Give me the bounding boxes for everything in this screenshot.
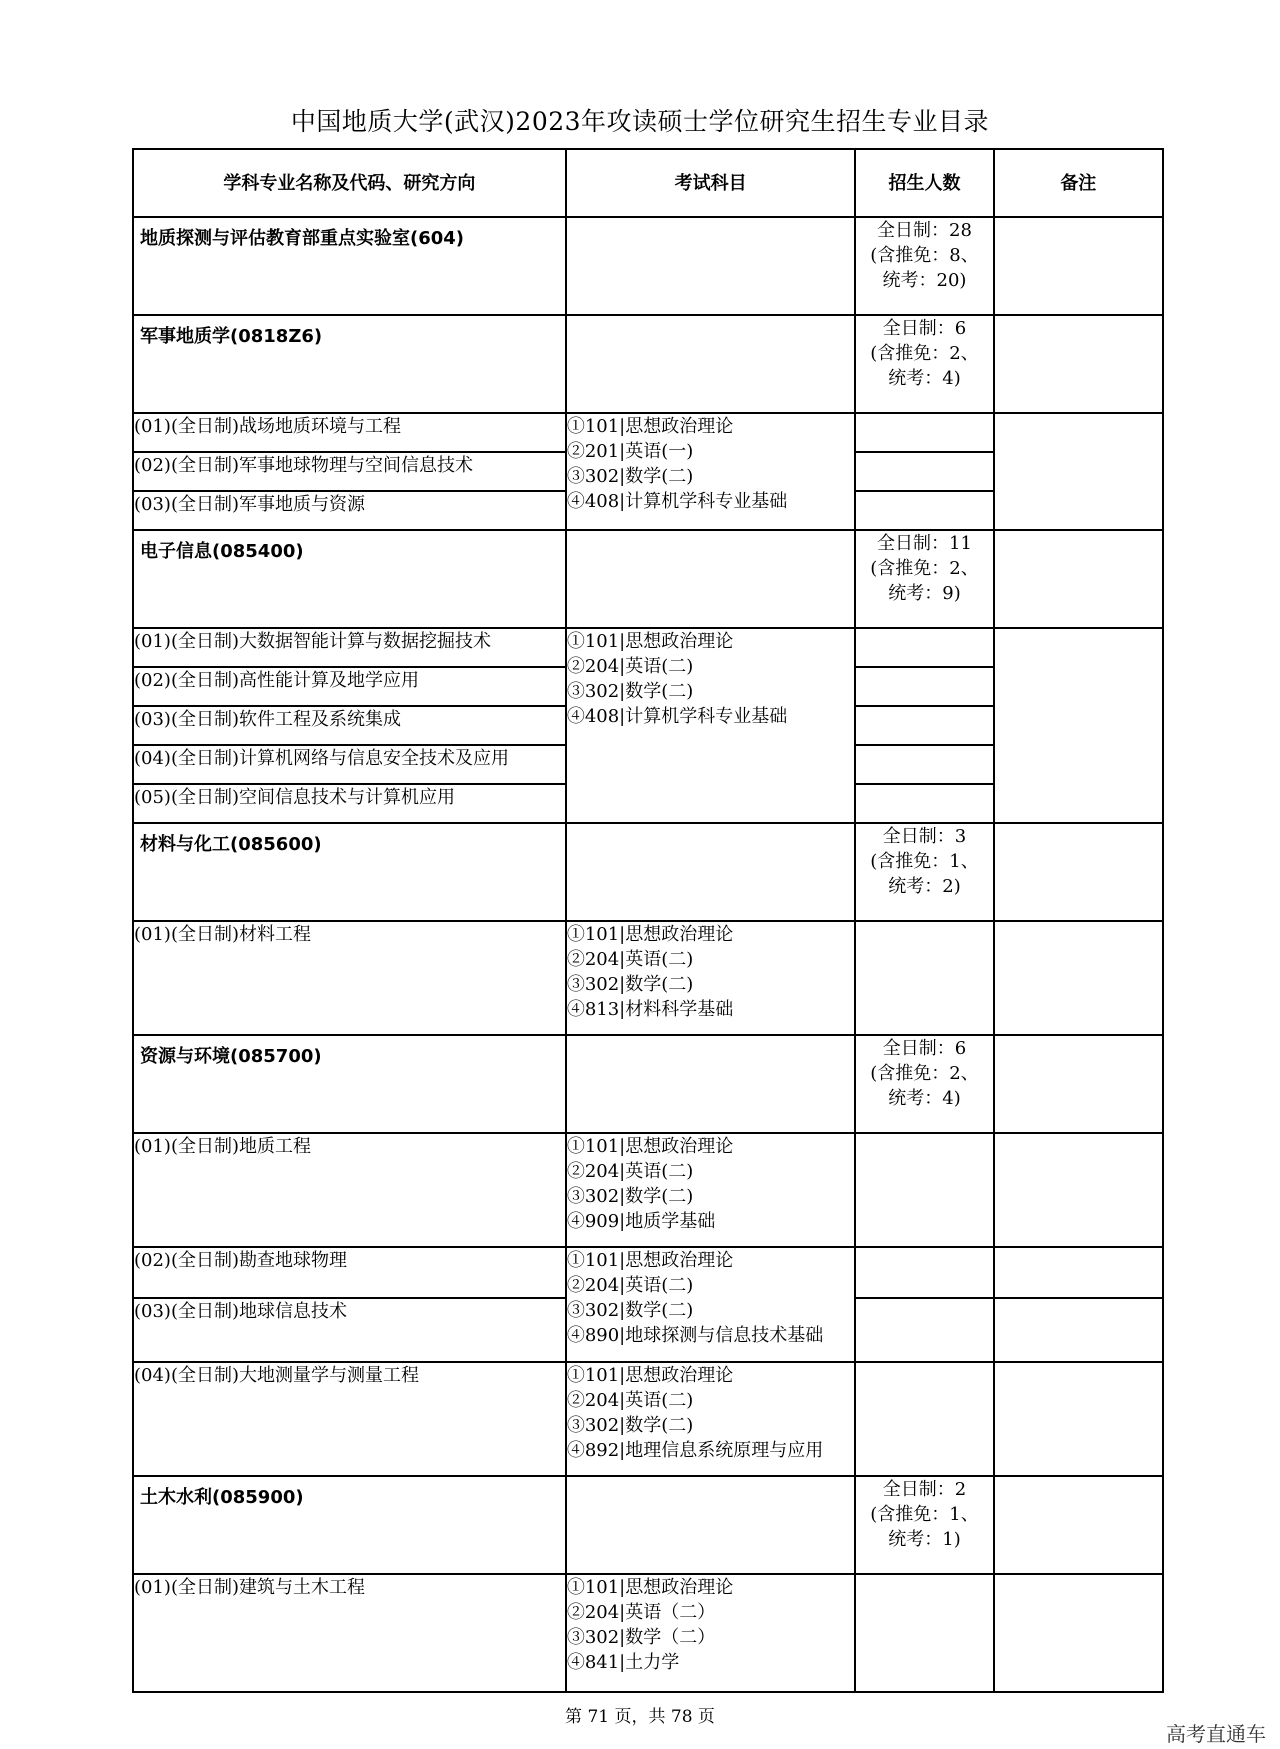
exam-cell: [566, 628, 856, 823]
quota-cell: [855, 1035, 993, 1133]
quota-cell: [855, 1298, 993, 1362]
exam-subject: ④408|计算机学科专业基础: [566, 491, 788, 512]
remarks-cell: [994, 921, 1163, 1035]
exam-subject: ②201|英语(一): [566, 441, 694, 462]
quota-cell: [855, 823, 993, 921]
header-row: [133, 149, 1163, 217]
quota-cell: [855, 491, 993, 530]
direction-name: (03)(全日制)军事地质与资源: [133, 491, 566, 530]
remarks-cell: [994, 1574, 1163, 1692]
quota-line: 全日制：11: [877, 533, 972, 554]
quota-line: 全日制：3: [882, 826, 967, 847]
exam-cell: [566, 1247, 856, 1362]
direction-name: (02)(全日制)军事地球物理与空间信息技术: [133, 452, 566, 491]
page-title: 中国地质大学(武汉)2023年攻读硕士学位研究生招生专业目录: [290, 107, 990, 136]
exam-subject: ①101|思想政治理论: [566, 1365, 734, 1386]
remarks-cell: [994, 628, 1163, 823]
remarks-cell: [994, 217, 1163, 315]
exam-cell: [566, 315, 856, 413]
major-row: [133, 530, 1163, 628]
quota-cell: [855, 530, 993, 628]
exam-cell: [566, 217, 856, 315]
exam-subject: ①101|思想政治理论: [566, 416, 734, 437]
direction-name: (05)(全日制)空间信息技术与计算机应用: [133, 784, 566, 823]
quota-line: 全日制：2: [882, 1479, 967, 1500]
exam-cell: [566, 1362, 856, 1476]
direction-row: [133, 1133, 1163, 1247]
direction-name: (01)(全日制)材料工程: [133, 921, 566, 1035]
remarks-cell: [994, 1133, 1163, 1247]
quota-cell: [855, 1362, 993, 1476]
remarks-cell: [994, 1035, 1163, 1133]
exam-subject: ②204|英语(二): [566, 949, 694, 970]
direction-row: [133, 628, 1163, 667]
remarks-cell: [994, 823, 1163, 921]
header-quota: 招生人数: [855, 149, 993, 217]
quota-line: 统考：4): [888, 1088, 961, 1109]
exam-subject: ③302|数学(二): [566, 1300, 694, 1321]
quota-cell: [855, 1247, 993, 1298]
direction-row: [133, 1247, 1163, 1298]
quota-line: (含推免：1、: [870, 851, 979, 872]
exam-cell: [566, 1035, 856, 1133]
exam-cell: [566, 1133, 856, 1247]
remarks-cell: [994, 315, 1163, 413]
major-row: [133, 1035, 1163, 1133]
exam-subject: ①101|思想政治理论: [566, 1577, 734, 1598]
exam-subject: ③302|数学(二): [566, 1186, 694, 1207]
quota-cell: [855, 921, 993, 1035]
direction-name: (03)(全日制)软件工程及系统集成: [133, 706, 566, 745]
quota-cell: [855, 1476, 993, 1574]
quota-line: 统考：1): [888, 1529, 961, 1550]
exam-cell: [566, 413, 856, 530]
exam-subject: ④909|地质学基础: [566, 1211, 716, 1232]
major-name: 军事地质学(0818Z6): [133, 315, 566, 413]
quota-line: 统考：2): [888, 876, 961, 897]
quota-cell: [855, 706, 993, 745]
remarks-cell: [994, 413, 1163, 530]
direction-row: [133, 413, 1163, 452]
direction-name: (01)(全日制)大数据智能计算与数据挖掘技术: [133, 628, 566, 667]
exam-subject: ③302|数学(二): [566, 974, 694, 995]
direction-row: [133, 1574, 1163, 1692]
page-footer: 第 71 页，共 78 页: [565, 1707, 715, 1727]
quota-line: (含推免：2、: [870, 558, 979, 579]
exam-cell: [566, 1574, 856, 1692]
major-row: [133, 1476, 1163, 1574]
major-name: 电子信息(085400): [133, 530, 566, 628]
quota-cell: [855, 315, 993, 413]
direction-name: (01)(全日制)战场地质环境与工程: [133, 413, 566, 452]
direction-name: (01)(全日制)地质工程: [133, 1133, 566, 1247]
exam-cell: [566, 1476, 856, 1574]
quota-cell: [855, 628, 993, 667]
catalog-table: [132, 148, 1164, 1693]
exam-subject: ③302|数学（二）: [566, 1627, 716, 1648]
header-major: 学科专业名称及代码、研究方向: [133, 149, 566, 217]
exam-cell: [566, 530, 856, 628]
exam-cell: [566, 921, 856, 1035]
exam-subject: ②204|英语(二): [566, 656, 694, 677]
quota-cell: [855, 1574, 993, 1692]
quota-cell: [855, 452, 993, 491]
quota-line: (含推免：2、: [870, 1063, 979, 1084]
quota-line: 全日制：28: [877, 220, 972, 241]
exam-subject: ③302|数学(二): [566, 1415, 694, 1436]
direction-row: [133, 1362, 1163, 1476]
header-exam: 考试科目: [566, 149, 856, 217]
exam-subject: ④890|地球探测与信息技术基础: [566, 1325, 824, 1346]
direction-name: (04)(全日制)计算机网络与信息安全技术及应用: [133, 745, 566, 784]
exam-subject: ①101|思想政治理论: [566, 1250, 734, 1271]
exam-cell: [566, 823, 856, 921]
exam-subject: ③302|数学(二): [566, 681, 694, 702]
remarks-cell: [994, 1247, 1163, 1298]
exam-subject: ④408|计算机学科专业基础: [566, 706, 788, 727]
direction-name: (04)(全日制)大地测量学与测量工程: [133, 1362, 566, 1476]
major-row: [133, 217, 1163, 315]
exam-subject: ②204|英语(二): [566, 1161, 694, 1182]
exam-subject: ④892|地理信息系统原理与应用: [566, 1440, 824, 1461]
direction-name: (01)(全日制)建筑与土木工程: [133, 1574, 566, 1692]
quota-cell: [855, 1133, 993, 1247]
watermark: 高考直通车: [1166, 1722, 1266, 1746]
quota-cell: [855, 667, 993, 706]
quota-cell: [855, 413, 993, 452]
quota-line: 统考：20): [882, 270, 967, 291]
exam-subject: ③302|数学(二): [566, 466, 694, 487]
quota-line: (含推免：2、: [870, 343, 979, 364]
remarks-cell: [994, 530, 1163, 628]
quota-cell: [855, 217, 993, 315]
major-row: [133, 823, 1163, 921]
major-name: 地质探测与评估教育部重点实验室(604): [133, 217, 566, 315]
remarks-cell: [994, 1476, 1163, 1574]
exam-subject: ②204|英语（二）: [566, 1602, 716, 1623]
direction-name: (03)(全日制)地球信息技术: [133, 1298, 566, 1362]
exam-subject: ①101|思想政治理论: [566, 631, 734, 652]
quota-cell: [855, 784, 993, 823]
direction-name: (02)(全日制)高性能计算及地学应用: [133, 667, 566, 706]
exam-subject: ①101|思想政治理论: [566, 1136, 734, 1157]
exam-subject: ④813|材料科学基础: [566, 999, 734, 1020]
remarks-cell: [994, 1362, 1163, 1476]
quota-line: 统考：9): [888, 583, 961, 604]
exam-subject: ④841|土力学: [566, 1652, 680, 1673]
quota-cell: [855, 745, 993, 784]
exam-subject: ②204|英语(二): [566, 1390, 694, 1411]
major-name: 材料与化工(085600): [133, 823, 566, 921]
header-remarks: 备注: [994, 149, 1163, 217]
major-name: 土木水利(085900): [133, 1476, 566, 1574]
quota-line: (含推免：1、: [870, 1504, 979, 1525]
quota-line: 统考：4): [888, 368, 961, 389]
exam-subject: ①101|思想政治理论: [566, 924, 734, 945]
direction-name: (02)(全日制)勘查地球物理: [133, 1247, 566, 1298]
quota-line: 全日制：6: [882, 1038, 967, 1059]
major-name: 资源与环境(085700): [133, 1035, 566, 1133]
remarks-cell: [994, 1298, 1163, 1362]
quota-line: (含推免：8、: [870, 245, 979, 266]
major-row: [133, 315, 1163, 413]
quota-line: 全日制：6: [882, 318, 967, 339]
exam-subject: ②204|英语(二): [566, 1275, 694, 1296]
direction-row: [133, 921, 1163, 1035]
